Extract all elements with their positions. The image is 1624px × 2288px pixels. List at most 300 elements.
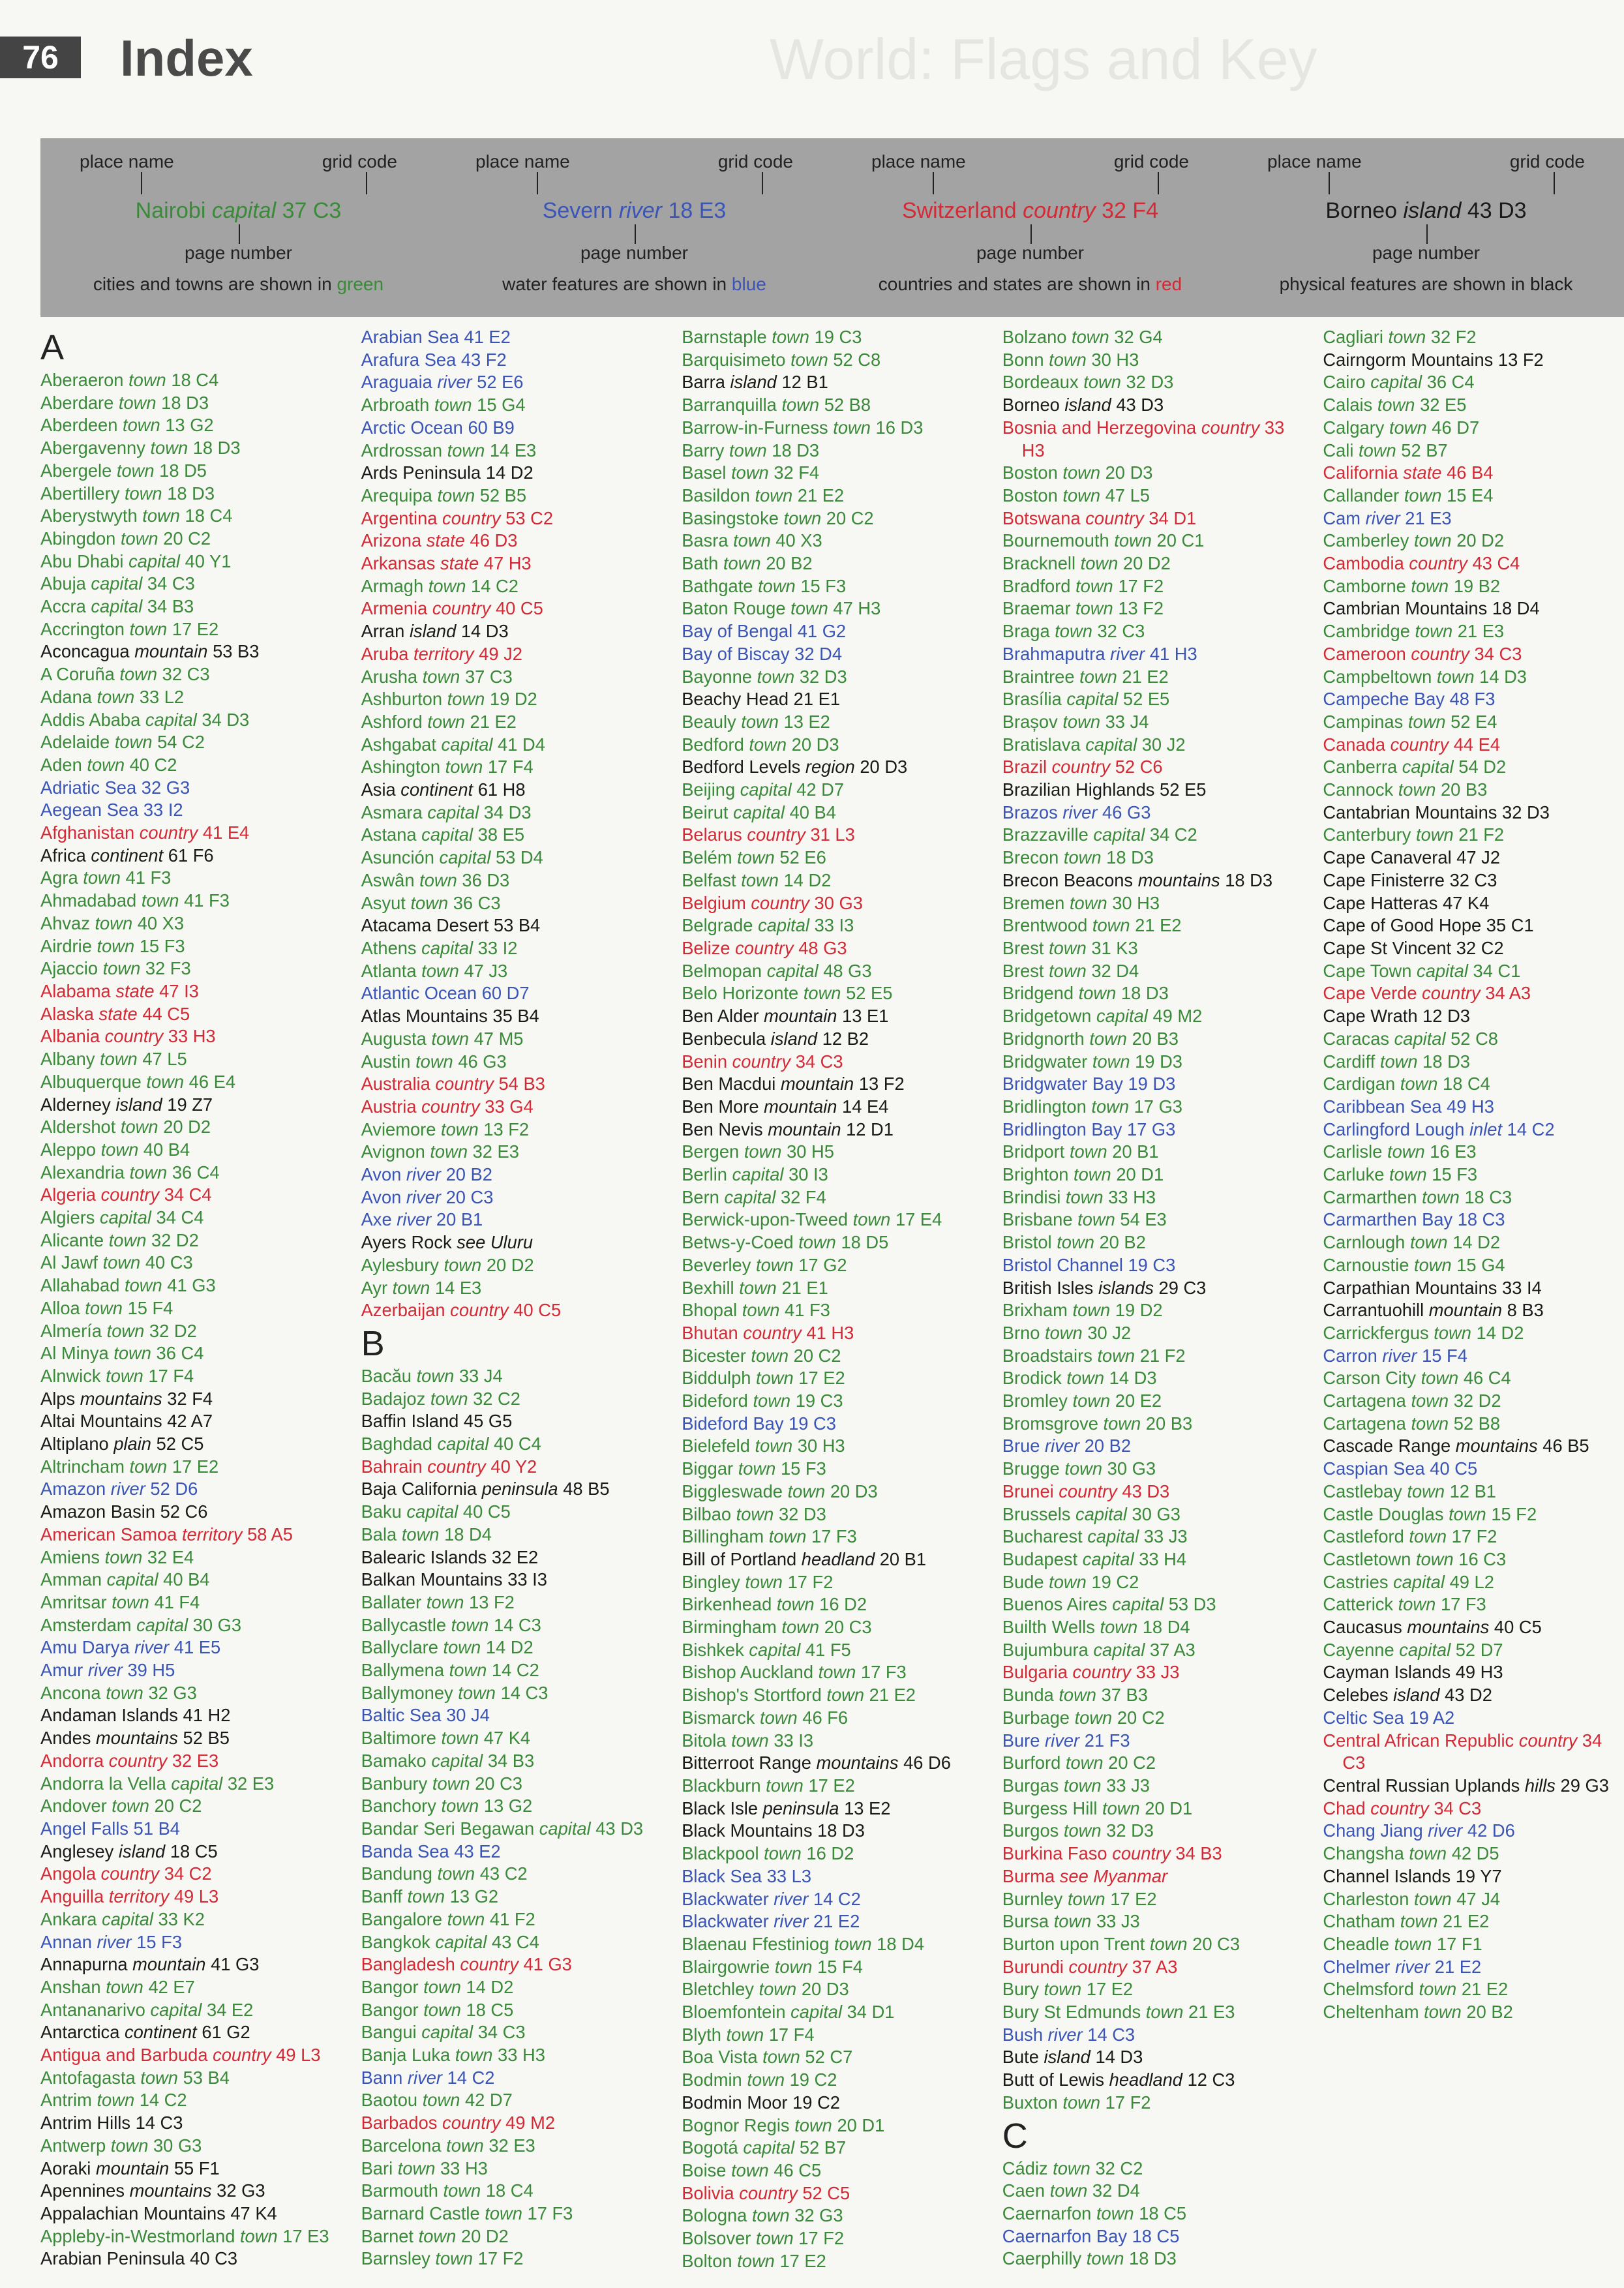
- entry-ref: 30 H3: [1091, 349, 1139, 370]
- entry-type: town: [781, 1617, 820, 1638]
- index-entry: [361, 1659, 657, 1682]
- entry-name: Amur: [40, 1660, 83, 1681]
- index-entry: [682, 1593, 978, 1616]
- example-grid: D3: [1498, 198, 1527, 223]
- entry-name: Barquisimeto: [682, 349, 786, 370]
- index-entry: [682, 1367, 978, 1390]
- entry-ref: 18 C4: [171, 370, 219, 390]
- entry-ref: 40 C5: [1494, 1617, 1542, 1638]
- index-entry: [1002, 1186, 1299, 1209]
- entry-ref: 21 E2: [797, 485, 845, 505]
- index-entry: [40, 1976, 337, 1999]
- entry-ref: 20 C2: [793, 1345, 841, 1366]
- entry-type: town: [106, 1976, 143, 1997]
- index-entry: [361, 756, 657, 779]
- entry-type: town: [100, 1139, 139, 1160]
- entry-type: town: [1409, 1232, 1448, 1253]
- index-entry: [40, 1682, 337, 1705]
- index-entry: [361, 417, 657, 440]
- index-entry: [361, 2180, 657, 2203]
- entry-ref: 52 E6: [779, 847, 826, 868]
- entry-name: Baltimore: [361, 1728, 436, 1749]
- example-name: Nairobi: [135, 198, 206, 223]
- entry-ref: 42 A7: [167, 1411, 213, 1432]
- index-entry: [1002, 824, 1299, 847]
- entry-ref: 19 C3: [814, 327, 862, 347]
- entry-type: town: [1069, 1141, 1107, 1162]
- index-entry: [361, 1254, 657, 1277]
- index-entry: [682, 1209, 978, 1231]
- entry-type: country: [743, 1322, 802, 1343]
- index-entry: [40, 1252, 337, 1274]
- entry-type: capital: [1112, 1594, 1164, 1615]
- index-entry: [682, 1005, 978, 1028]
- index-entry: [1002, 892, 1299, 915]
- index-entry: [1323, 1413, 1619, 1436]
- entry-ref: 19 C2: [1091, 1571, 1139, 1592]
- entry-ref: 18 C5: [1132, 2225, 1180, 2246]
- index-entry: [361, 1704, 657, 1727]
- entry-ref: 32 D3: [1502, 802, 1550, 822]
- index-entry: [1323, 1322, 1619, 1345]
- entry-name: Bridlington: [1002, 1096, 1087, 1117]
- entry-type: country: [1112, 1843, 1171, 1864]
- entry-type: town: [443, 2180, 481, 2201]
- entry-type: country: [1201, 417, 1260, 438]
- entry-ref: 61 F6: [168, 845, 214, 866]
- entry-ref: 40 C5: [495, 598, 543, 619]
- index-entry: [1323, 394, 1619, 417]
- section-letter: C: [1002, 2116, 1028, 2156]
- entry-type: town: [1407, 1481, 1445, 1501]
- entry-ref: 20 D2: [163, 1117, 211, 1137]
- entry-type: town: [1404, 485, 1442, 505]
- entry-name: Belfast: [682, 869, 736, 890]
- entry-type: town: [747, 2070, 785, 2090]
- entry-ref: 60 D7: [481, 983, 530, 1004]
- entry-ref: 17 F2: [787, 1571, 834, 1592]
- entry-name: Amazon Basin: [40, 1501, 156, 1522]
- entry-type: town: [447, 440, 485, 460]
- entry-ref: 20 C2: [154, 1796, 202, 1816]
- index-entry: [682, 575, 978, 598]
- entry-name: Africa: [40, 845, 86, 866]
- entry-type: town: [781, 395, 820, 415]
- index-entry: [682, 2250, 978, 2273]
- entry-ref: 34 E2: [206, 1999, 254, 2020]
- entry-ref: 30 G3: [153, 2135, 202, 2156]
- index-entry: [682, 485, 978, 507]
- index-entry: [361, 597, 657, 620]
- entry-name: Brno: [1002, 1322, 1040, 1343]
- index-entry: [682, 1571, 978, 1594]
- entry-name: Ards Peninsula: [361, 462, 481, 483]
- entry-name: Astana: [361, 824, 417, 845]
- entry-name: Brixham: [1002, 1300, 1068, 1321]
- entry-type: town: [113, 1343, 151, 1364]
- entry-ref: 17 F2: [798, 2228, 845, 2249]
- index-entry: [682, 1684, 978, 1707]
- entry-name: Ben Macdui: [682, 1074, 776, 1094]
- index-entry: [682, 2182, 978, 2205]
- entry-ref: 13 F2: [1118, 598, 1164, 619]
- index-entry: [1323, 1684, 1619, 1707]
- entry-type: town: [129, 618, 168, 639]
- entry-name: Antrim: [40, 2090, 92, 2111]
- index-entry: [1323, 688, 1619, 711]
- entry-name: Basel: [682, 462, 727, 483]
- entry-ref: 61 G2: [202, 2022, 250, 2043]
- entry-type: town: [1422, 1186, 1460, 1207]
- entry-ref: 46 C4: [1463, 1368, 1511, 1389]
- index-entry: [361, 462, 657, 485]
- entry-type: town: [745, 1571, 783, 1592]
- entry-name: Carson City: [1323, 1368, 1416, 1389]
- entry-ref: 46 D7: [1432, 417, 1480, 438]
- index-entry: [682, 1028, 978, 1051]
- entry-name: Asyut: [361, 892, 406, 913]
- index-entry: [682, 1798, 978, 1820]
- entry-type: town: [141, 890, 179, 911]
- entry-ref: 47 M5: [474, 1028, 524, 1049]
- example-grid: C3: [312, 198, 342, 223]
- entry-ref: 20 B3: [1132, 1028, 1179, 1049]
- index-entry: [361, 1073, 657, 1096]
- entry-type: town: [431, 1028, 470, 1049]
- entry-name: Bure: [1002, 1730, 1040, 1751]
- entry-ref: 14 C3: [1087, 2024, 1135, 2045]
- entry-type: town: [751, 1345, 789, 1366]
- entry-type: island: [118, 1841, 166, 1861]
- entry-ref: 12 D3: [1422, 1006, 1470, 1027]
- entry-name: Bute: [1002, 2047, 1039, 2068]
- entry-type: town: [774, 1956, 813, 1977]
- entry-ref: 32 E4: [147, 1546, 194, 1567]
- index-entry: [361, 643, 657, 666]
- index-entry: [1002, 1820, 1299, 1843]
- entry-type: town: [443, 1637, 481, 1658]
- entry-name: Barnet: [361, 2225, 414, 2246]
- entry-name: Afghanistan: [40, 822, 135, 843]
- entry-ref: 41 G3: [211, 1954, 260, 1975]
- entry-type: country: [1409, 553, 1467, 574]
- index-entry: [1002, 1865, 1299, 1888]
- entry-type: country: [442, 507, 501, 528]
- index-entry: [682, 1888, 978, 1911]
- entry-type: town: [422, 2090, 460, 2111]
- entry-ref: 36 D3: [462, 869, 510, 890]
- index-entry: [1323, 1209, 1619, 1231]
- index-entry: [1323, 869, 1619, 892]
- example-type: island: [1403, 198, 1462, 223]
- entry-ref: 32 C3: [1449, 869, 1497, 890]
- entry-type: town: [1049, 960, 1087, 981]
- colour-note: [436, 274, 832, 295]
- grid-code-label: grid code: [322, 151, 397, 172]
- entry-name: Alicante: [40, 1229, 104, 1250]
- entry-ref: 8 B3: [1507, 1300, 1544, 1321]
- entry-name: Beverley: [682, 1254, 751, 1275]
- entry-name: Cam: [1323, 507, 1361, 528]
- entry-name: Beauly: [682, 711, 736, 732]
- index-entry: [40, 1433, 337, 1456]
- entry-ref: 44 E4: [1453, 734, 1501, 755]
- entry-name: Cambodia: [1323, 553, 1404, 574]
- entry-name: Adelaide: [40, 732, 110, 753]
- index-entry: [1002, 2248, 1299, 2270]
- page-number-label: page number: [184, 243, 292, 263]
- entry-name: Bracknell: [1002, 553, 1076, 574]
- index-entry: [1002, 666, 1299, 689]
- place-name-label: place name: [871, 151, 966, 172]
- index-entry: [1002, 1005, 1299, 1028]
- entry-name: Canterbury: [1323, 824, 1411, 845]
- index-entry: [1002, 1616, 1299, 1639]
- index-entry: [361, 1433, 657, 1456]
- entry-ref: 32 G3: [141, 777, 190, 798]
- entry-name: Allahabad: [40, 1275, 120, 1296]
- entry-ref: 13 E2: [783, 711, 830, 732]
- entry-name: Carrantuohill: [1323, 1300, 1424, 1321]
- entry-name: Cape Canaveral: [1323, 847, 1452, 868]
- index-entry: [1323, 575, 1619, 598]
- index-entry: [361, 2067, 657, 2090]
- entry-type: town: [106, 1682, 143, 1703]
- index-entry: [40, 1636, 337, 1659]
- entry-type: capital: [435, 1931, 487, 1952]
- entry-name: Arequipa: [361, 485, 432, 505]
- entry-name: Arafura Sea: [361, 349, 457, 370]
- entry-name: Celtic Sea: [1323, 1707, 1404, 1728]
- entry-type: town: [731, 2160, 769, 2180]
- entry-ref: 40 C4: [493, 1434, 541, 1454]
- entry-ref: 55 F1: [173, 2158, 220, 2178]
- entry-type: capital: [758, 915, 809, 936]
- entry-name: Brahmaputra: [1002, 643, 1105, 664]
- index-entry: [1323, 1978, 1619, 2001]
- entry-type: capital: [406, 1501, 459, 1522]
- entry-name: Berwick-upon-Tweed: [682, 1209, 849, 1230]
- entry-ref: 20 C3: [445, 1186, 494, 1207]
- entry-name: Ben Alder: [682, 1006, 759, 1027]
- index-entry: [40, 1704, 337, 1727]
- page-title: Index: [120, 29, 253, 87]
- entry-ref: 47 L5: [142, 1049, 187, 1070]
- entry-name: Ancona: [40, 1682, 101, 1703]
- entry-type: state: [440, 553, 479, 574]
- entry-ref: 32 E3: [472, 1141, 519, 1162]
- index-entry: [361, 869, 657, 892]
- index-entry: [40, 1388, 337, 1411]
- index-entry: [40, 505, 337, 528]
- entry-name: Cali: [1323, 440, 1354, 460]
- index-entry: [1323, 711, 1619, 734]
- entry-ref: 52 E6: [477, 372, 524, 393]
- entry-type: town: [447, 1908, 485, 1929]
- index-entry: [682, 1073, 978, 1096]
- entry-type: town: [1449, 1503, 1486, 1524]
- entry-ref: 20 E2: [1115, 1391, 1162, 1411]
- entry-ref: 19 C3: [789, 1413, 836, 1434]
- entry-type: town: [759, 1979, 797, 2000]
- entry-ref: 14 D2: [466, 1976, 514, 1997]
- index-entry: [361, 1614, 657, 1637]
- index-entry: [1323, 1299, 1619, 1322]
- entry-type: town: [755, 2228, 794, 2249]
- entry-type: town: [1416, 824, 1454, 845]
- entry-type: town: [421, 960, 459, 981]
- index-entry: [682, 620, 978, 643]
- entry-name: Blackwater: [682, 1911, 769, 1932]
- entry-ref: 14 C2: [471, 575, 519, 596]
- entry-ref: 15 F3: [800, 575, 847, 596]
- entry-name: Anglesey: [40, 1841, 114, 1861]
- entry-ref: 48 G3: [823, 960, 872, 981]
- entry-type: town: [449, 1660, 487, 1681]
- entry-type: town: [415, 1051, 453, 1072]
- entry-ref: 32 D3: [778, 1503, 826, 1524]
- entry-type: town: [444, 1254, 482, 1275]
- entry-name: Bexhill: [682, 1277, 734, 1298]
- entry-type: country: [739, 2182, 798, 2203]
- entry-name: Chang Jiang: [1323, 1820, 1423, 1841]
- entry-name: Bude: [1002, 1571, 1044, 1592]
- entry-type: town: [97, 2090, 135, 2111]
- index-entry: [1323, 1910, 1619, 1933]
- entry-name: Brue: [1002, 1436, 1040, 1456]
- entry-ref: 47 J3: [464, 960, 508, 981]
- entry-ref: 17 E2: [779, 2250, 826, 2271]
- index-entry: [40, 957, 337, 980]
- index-entry: [1002, 462, 1299, 485]
- index-entry: [1323, 1571, 1619, 1594]
- entry-name: Arbroath: [361, 395, 430, 415]
- index-entry: [40, 1071, 337, 1094]
- entry-type: town: [1064, 1458, 1103, 1479]
- entry-ref: 42 D7: [796, 779, 845, 800]
- section-letter: A: [40, 328, 65, 367]
- entry-ref: 33 I2: [477, 937, 518, 958]
- colour-note: [40, 274, 436, 295]
- entry-type: mountain: [134, 641, 208, 662]
- entry-ref: 32 E3: [227, 1773, 275, 1794]
- entry-name: Cambridge: [1323, 621, 1410, 642]
- index-entry: [682, 2024, 978, 2047]
- entry-ref: 34 C4: [156, 1207, 204, 1228]
- entry-type: river: [1365, 507, 1400, 528]
- entry-ref: 21 E1: [793, 689, 841, 710]
- index-entry: [40, 1886, 337, 1908]
- entry-ref: 40 C5: [462, 1501, 511, 1522]
- entry-type: town: [1049, 937, 1087, 958]
- entry-name: Bridport: [1002, 1141, 1065, 1162]
- index-entry: [40, 2021, 337, 2044]
- entry-ref: 20 D1: [1145, 1798, 1193, 1818]
- entry-ref: 47 K4: [1442, 892, 1490, 913]
- page-number-badge: 76: [0, 37, 81, 78]
- entry-ref: 15 F3: [780, 1458, 826, 1479]
- entry-name: Brasília: [1002, 689, 1062, 710]
- entry-name: Beirut: [682, 802, 729, 822]
- entry-type: river: [774, 1911, 809, 1932]
- entry-type: town: [1062, 462, 1101, 483]
- entry-ref: 52 B5: [479, 485, 527, 505]
- entry-name: Ballyclare: [361, 1637, 438, 1658]
- entry-type: town: [1411, 575, 1449, 596]
- entry-name: Bujumbura: [1002, 1639, 1089, 1660]
- entry-ref: 18 D3: [1422, 1051, 1470, 1072]
- entry-type: town: [426, 1591, 464, 1612]
- entry-type: town: [102, 1252, 141, 1273]
- entry-type: mountain: [780, 1074, 854, 1094]
- entry-name: Bosnia and Herzegovina: [1002, 417, 1197, 438]
- entry-name: Ardrossan: [361, 440, 443, 460]
- entry-type: town: [742, 1300, 780, 1321]
- index-entry: [40, 799, 337, 822]
- index-entry: [1323, 597, 1619, 620]
- entry-ref: 41 F2: [489, 1908, 535, 1929]
- entry-type: town: [1079, 666, 1117, 687]
- entry-type: capital: [171, 1773, 223, 1794]
- faded-facing-page-title: World: Flags and Key: [770, 27, 1317, 91]
- entry-name: Bolivia: [682, 2182, 734, 2203]
- entry-type: capital: [1085, 734, 1137, 755]
- entry-ref: 36 C4: [172, 1162, 220, 1182]
- entry-ref: 16 E3: [1430, 1141, 1477, 1162]
- entry-type: town: [1063, 1820, 1102, 1841]
- entry-ref: 21 E1: [781, 1277, 828, 1298]
- entry-ref: 41 D4: [498, 734, 545, 755]
- entry-name: Bingley: [682, 1571, 740, 1592]
- entry-name: Bristol: [1002, 1232, 1052, 1253]
- entry-type: town: [397, 2158, 436, 2178]
- entry-name: Benbecula: [682, 1028, 766, 1049]
- entry-name: Algiers: [40, 1207, 95, 1228]
- index-entry: [361, 2225, 657, 2248]
- entry-name: Arusha: [361, 666, 418, 687]
- entry-name: Barbados: [361, 2113, 438, 2133]
- entry-name: Atlantic Ocean: [361, 983, 477, 1004]
- index-entry: [682, 1164, 978, 1186]
- entry-type: town: [124, 483, 162, 504]
- entry-ref: 20 D2: [1122, 553, 1171, 574]
- entry-type: plain: [113, 1434, 151, 1454]
- entry-ref: 52 C6: [160, 1501, 208, 1522]
- entry-ref: 20 D2: [460, 2225, 509, 2246]
- entry-type: town: [1074, 1164, 1111, 1185]
- index-entry: [682, 960, 978, 983]
- entry-name: Alloa: [40, 1297, 80, 1318]
- entry-ref: 38 E5: [477, 824, 525, 845]
- index-entry: [682, 417, 978, 440]
- index-entry: [1002, 1730, 1299, 1753]
- index-entry: [361, 847, 657, 869]
- entry-name: Avon: [361, 1186, 402, 1207]
- entry-ref: 13 E1: [842, 1006, 889, 1027]
- pointer-line: [366, 172, 367, 194]
- entry-type: town: [755, 485, 793, 505]
- entry-type: town: [758, 575, 796, 596]
- entry-name: Carlisle: [1323, 1141, 1383, 1162]
- example-type: capital: [211, 198, 277, 223]
- entry-name: Aleppo: [40, 1139, 96, 1160]
- key-example-entry: [1228, 198, 1624, 224]
- entry-type: town: [1389, 1164, 1427, 1185]
- pointer-line: [1158, 172, 1159, 194]
- entry-type: mountain: [764, 1096, 837, 1117]
- entry-ref: 41 H2: [183, 1705, 231, 1726]
- entry-name: Alexandria: [40, 1162, 125, 1182]
